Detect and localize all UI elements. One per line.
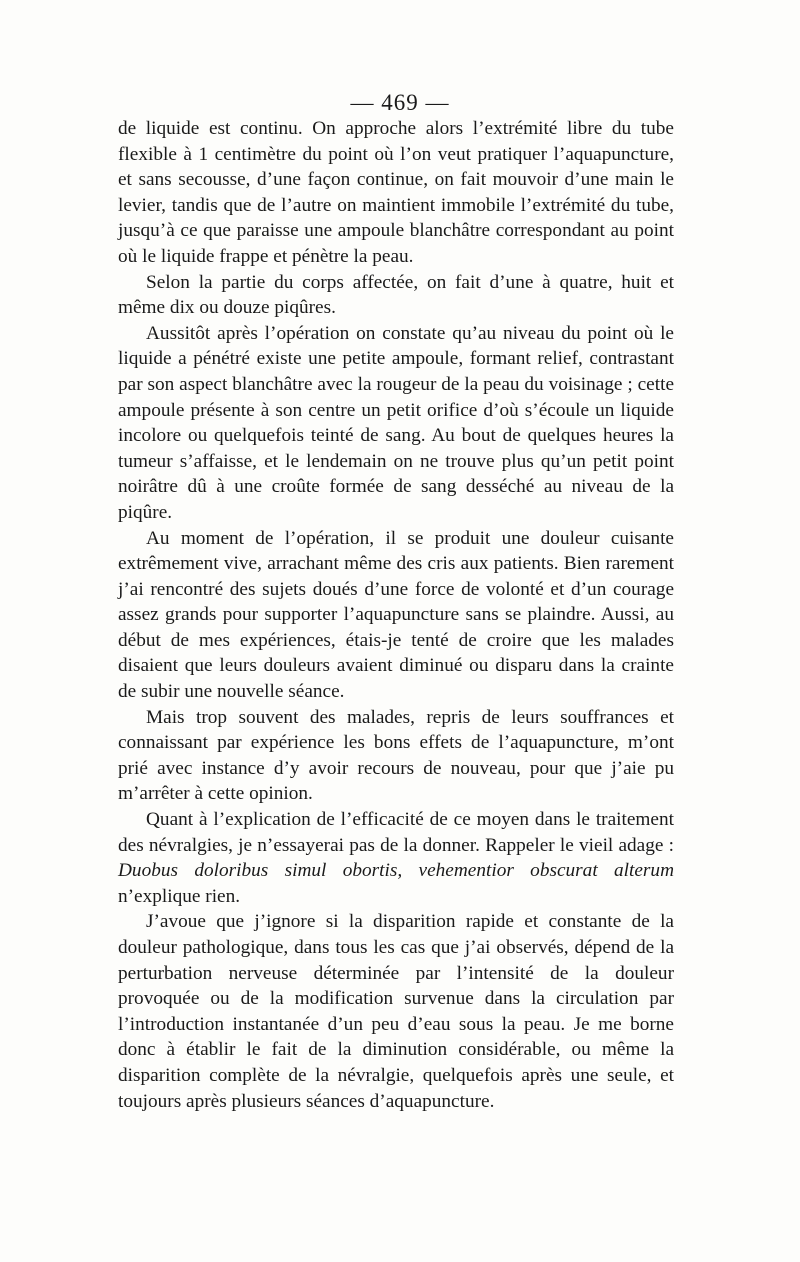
paragraph-6 [118,807,674,909]
paragraph-7: J’avoue que j’ignore si la disparition rapide et constante de la douleur pathologique, dans tous les cas que j’ai observés, dépend de la perturbation nerveuse déterminée par l’intensité de la douleur provoquée ou de la modification survenue dans la circulation par l’introduction instantanée d’un peu d’eau sous la peau. Je me borne donc à établir le fait de la diminution considérable, ou même la disparition complète de la névralgie, quelquefois après une seule, et toujours après plusieurs séances d’aquapuncture. [118,911,674,1112]
paragraph-5: Mais trop souvent des malades, repris de leurs souffrances et connaissant par expérience les bons effets de l’aquapuncture, m’ont prié avec instance d’y avoir recours de nouveau, pour que j’aie pu m’arrêter à cette opinion. [118,706,674,805]
body-text [118,116,674,1114]
paragraph-2: Selon la partie du corps affectée, on fait d’une à quatre, huit et même dix ou douze piqûres. [118,271,674,319]
paragraph-3: Aussitôt après l’opération on constate qu’au niveau du point où le liquide a pénétré existe une petite ampoule, formant relief, contrastant par son aspect blanchâtre avec la rougeur de la peau du voisinage ; cette ampoule présente à son centre un petit orifice d’où s’écoule un liquide incolore ou quelquefois teinté de sang. Au bout de quelques heures la tumeur s’affaisse, et le lendemain on ne trouve plus qu’un petit point noirâtre dû à une croûte formée de sang desséché au niveau de la piqûre. [118,322,674,523]
latin-quote: Duobus doloribus simul obortis, vehementior obscurat alterum [118,860,674,882]
paragraph-1: de liquide est continu. On approche alors l’extrémité libre du tube flexible à 1 centimètre du point où l’on veut pratiquer l’aquapuncture, et sans secousse, d’une façon continue, on fait mouvoir d’une main le levier, tandis que de l’autre on maintient immobile l’extrémité du tube, jusqu’à ce que paraisse une ampoule blanchâtre correspondant au point où le liquide frappe et pénètre la peau. [118,118,674,267]
page-number: — 469 — [350,90,450,115]
paragraph-6-text-before: Quant à l’explication de l’efficacité de ce moyen dans le traitement des névralgies, je n’essayerai pas de la donner. Rappeler le vieil adage : [118,809,674,856]
paragraph-4: Au moment de l’opération, il se produit une douleur cuisante extrêmement vive, arrachant même des cris aux patients. Bien rarement j’ai rencontré des sujets doués d’une force de volonté et d’un courage assez grands pour supporter l’aquapuncture sans se plaindre. Aussi, au début de mes expériences, étais-je tenté de croire que les malades disaient que leurs douleurs avaient diminué ou disparu dans la crainte de subir une nouvelle séance. [118,527,674,703]
paragraph-6-text-after: n’explique rien. [118,885,241,907]
